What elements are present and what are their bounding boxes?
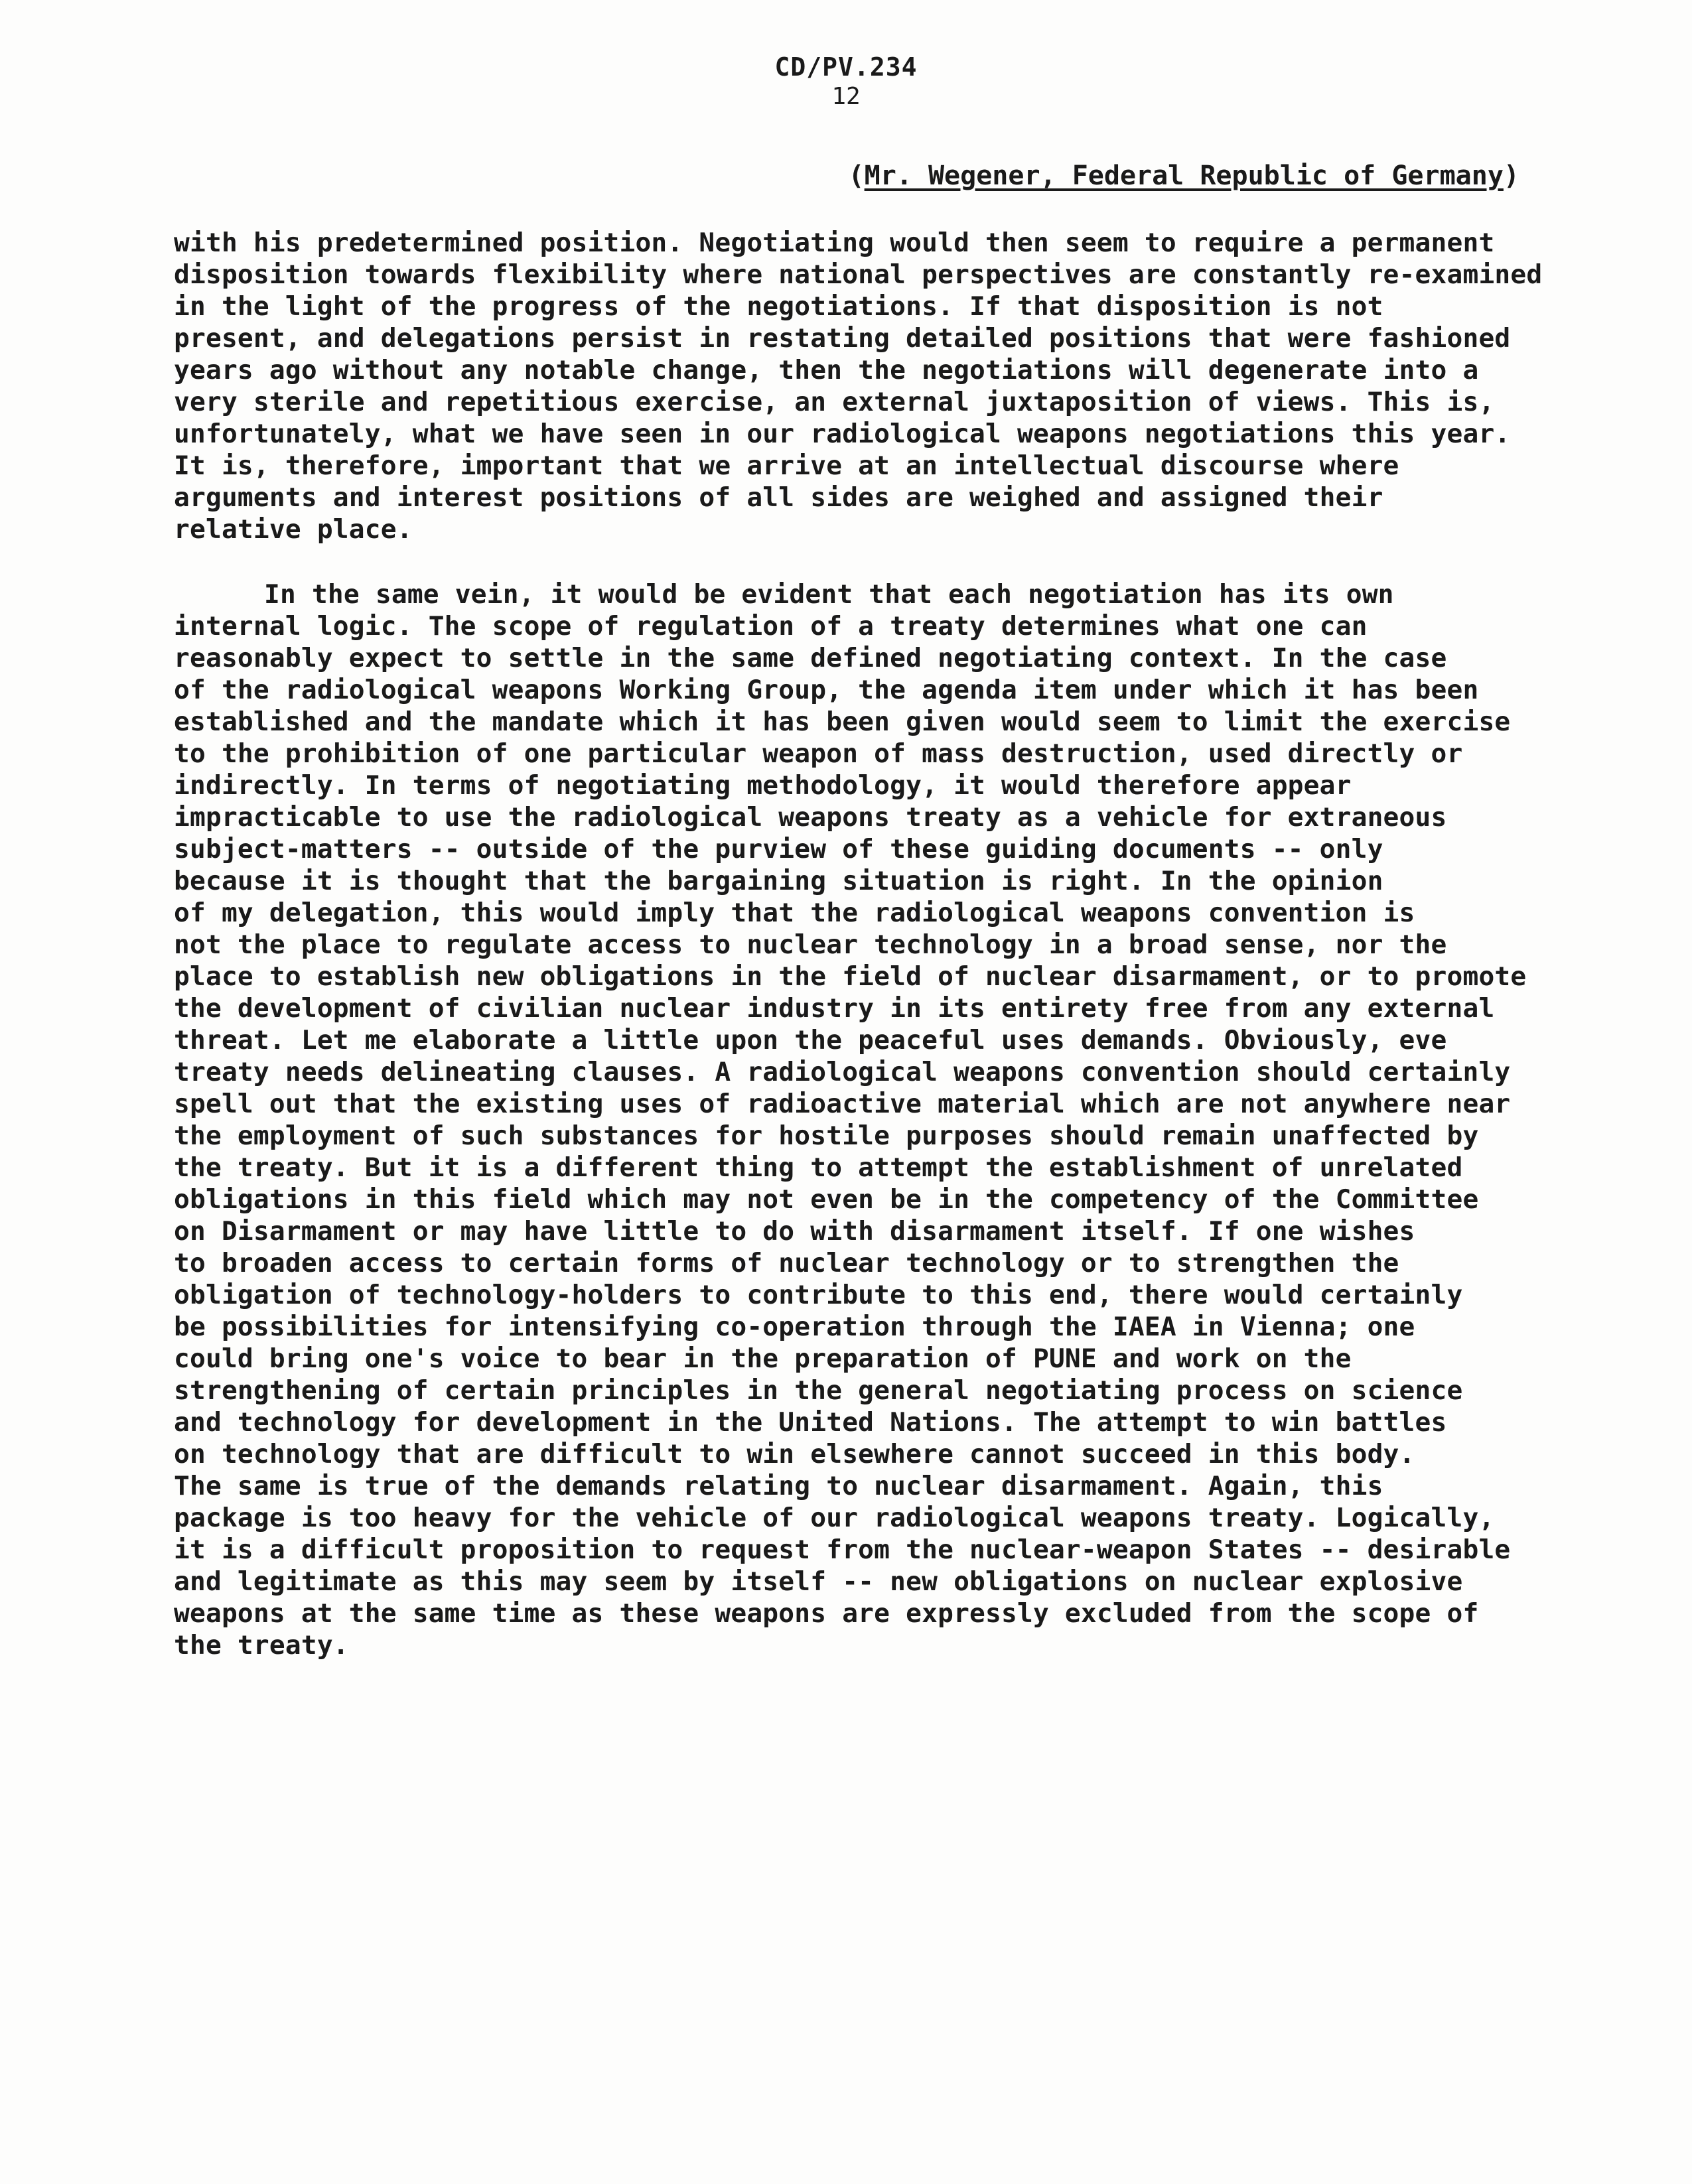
text-line: indirectly. In terms of negotiating methodology, it would therefore appear bbox=[174, 770, 1352, 801]
text-line: and technology for development in the United Nations. The attempt to win battles bbox=[174, 1407, 1447, 1438]
text-line: unfortunately, what we have seen in our radiological weapons negotiations this year. bbox=[174, 419, 1511, 449]
text-line: to the prohibition of one particular weapon of mass destruction, used directly or bbox=[174, 738, 1463, 769]
text-line: It is, therefore, important that we arrive at an intellectual discourse where bbox=[174, 450, 1399, 481]
text-line: obligations in this field which may not even be in the competency of the Committee bbox=[174, 1184, 1479, 1215]
text-line: in the light of the progress of the negotiations. If that disposition is not bbox=[174, 291, 1383, 322]
text-line: and legitimate as this may seem by itself -- new obligations on nuclear explosive bbox=[174, 1566, 1463, 1597]
text-line: the treaty. bbox=[174, 1630, 349, 1661]
text-line: relative place. bbox=[174, 514, 413, 545]
paragraph-continuation bbox=[174, 227, 1587, 545]
text-line: treaty needs delineating clauses. A radiological weapons convention should certainly bbox=[174, 1057, 1511, 1087]
text-line: on Disarmament or may have little to do with disarmament itself. If one wishes bbox=[174, 1216, 1415, 1247]
text-line: to broaden access to certain forms of nuclear technology or to strengthen the bbox=[174, 1248, 1399, 1278]
speaker-open-paren: ( bbox=[848, 161, 865, 191]
text-line: present, and delegations persist in restating detailed positions that were fashioned bbox=[174, 323, 1511, 354]
text-line: very sterile and repetitious exercise, an external juxtaposition of views. This is, bbox=[174, 387, 1495, 417]
text-line: threat. Let me elaborate a little upon the peaceful uses demands. Obviously, eve bbox=[174, 1025, 1447, 1056]
text-line: The same is true of the demands relating to nuclear disarmament. Again, this bbox=[174, 1471, 1383, 1501]
text-line: of the radiological weapons Working Group, the agenda item under which it has been bbox=[174, 675, 1479, 705]
text-line: obligation of technology-holders to contribute to this end, there would certainly bbox=[174, 1280, 1463, 1310]
statement-body bbox=[174, 227, 1587, 1694]
speaker-attribution bbox=[849, 159, 1519, 192]
text-line: could bring one's voice to bear in the preparation of PUNE and work on the bbox=[174, 1343, 1352, 1374]
document-symbol: CD/PV.234 bbox=[774, 52, 918, 82]
text-line: package is too heavy for the vehicle of our radiological weapons treaty. Logically, bbox=[174, 1503, 1495, 1533]
text-line: spell out that the existing uses of radioactive material which are not anywhere near bbox=[174, 1089, 1511, 1119]
text-line: arguments and interest positions of all sides are weighed and assigned their bbox=[174, 482, 1383, 513]
text-line: the employment of such substances for hostile purposes should remain unaffected by bbox=[174, 1121, 1479, 1151]
speaker-close-paren: ) bbox=[1503, 161, 1519, 191]
text-line: disposition towards flexibility where national perspectives are constantly re-examined bbox=[174, 259, 1543, 290]
text-line: weapons at the same time as these weapons are expressly excluded from the scope of bbox=[174, 1598, 1479, 1629]
text-line: impracticable to use the radiological weapons treaty as a vehicle for extraneous bbox=[174, 802, 1447, 833]
text-line: not the place to regulate access to nuclear technology in a broad sense, nor the bbox=[174, 929, 1447, 960]
text-line: years ago without any notable change, then the negotiations will degenerate into a bbox=[174, 355, 1479, 385]
text-line: the development of civilian nuclear industry in its entirety free from any external bbox=[174, 993, 1495, 1024]
text-line: internal logic. The scope of regulation of a treaty determines what one can bbox=[174, 611, 1368, 642]
text-line: established and the mandate which it has been given would seem to limit the exercise bbox=[174, 707, 1511, 737]
paragraph-internal-logic bbox=[174, 579, 1587, 1661]
text-line: In the same vein, it would be evident that each negotiation has its own bbox=[264, 579, 1394, 610]
text-line: strengthening of certain principles in the general negotiating process on science bbox=[174, 1375, 1463, 1406]
text-line: on technology that are difficult to win elsewhere cannot succeed in this body. bbox=[174, 1439, 1415, 1469]
page-number: 12 bbox=[831, 83, 861, 110]
text-line: with his predetermined position. Negotiating would then seem to require a permanent bbox=[174, 228, 1495, 258]
text-line: because it is thought that the bargaining situation is right. In the opinion bbox=[174, 866, 1383, 896]
text-line: subject-matters -- outside of the purview of these guiding documents -- only bbox=[174, 834, 1383, 864]
text-line: it is a difficult proposition to request from the nuclear-weapon States -- desirable bbox=[174, 1535, 1511, 1565]
text-line: be possibilities for intensifying co-operation through the IAEA in Vienna; one bbox=[174, 1312, 1415, 1342]
text-line: of my delegation, this would imply that the radiological weapons convention is bbox=[174, 898, 1415, 928]
text-line: the treaty. But it is a different thing to attempt the establishment of unrelated bbox=[174, 1152, 1463, 1183]
text-line: place to establish new obligations in the field of nuclear disarmament, or to promote bbox=[174, 961, 1527, 992]
text-line: reasonably expect to settle in the same defined negotiating context. In the case bbox=[174, 643, 1447, 673]
speaker-name: Mr. Wegener, Federal Republic of Germany bbox=[864, 161, 1504, 191]
